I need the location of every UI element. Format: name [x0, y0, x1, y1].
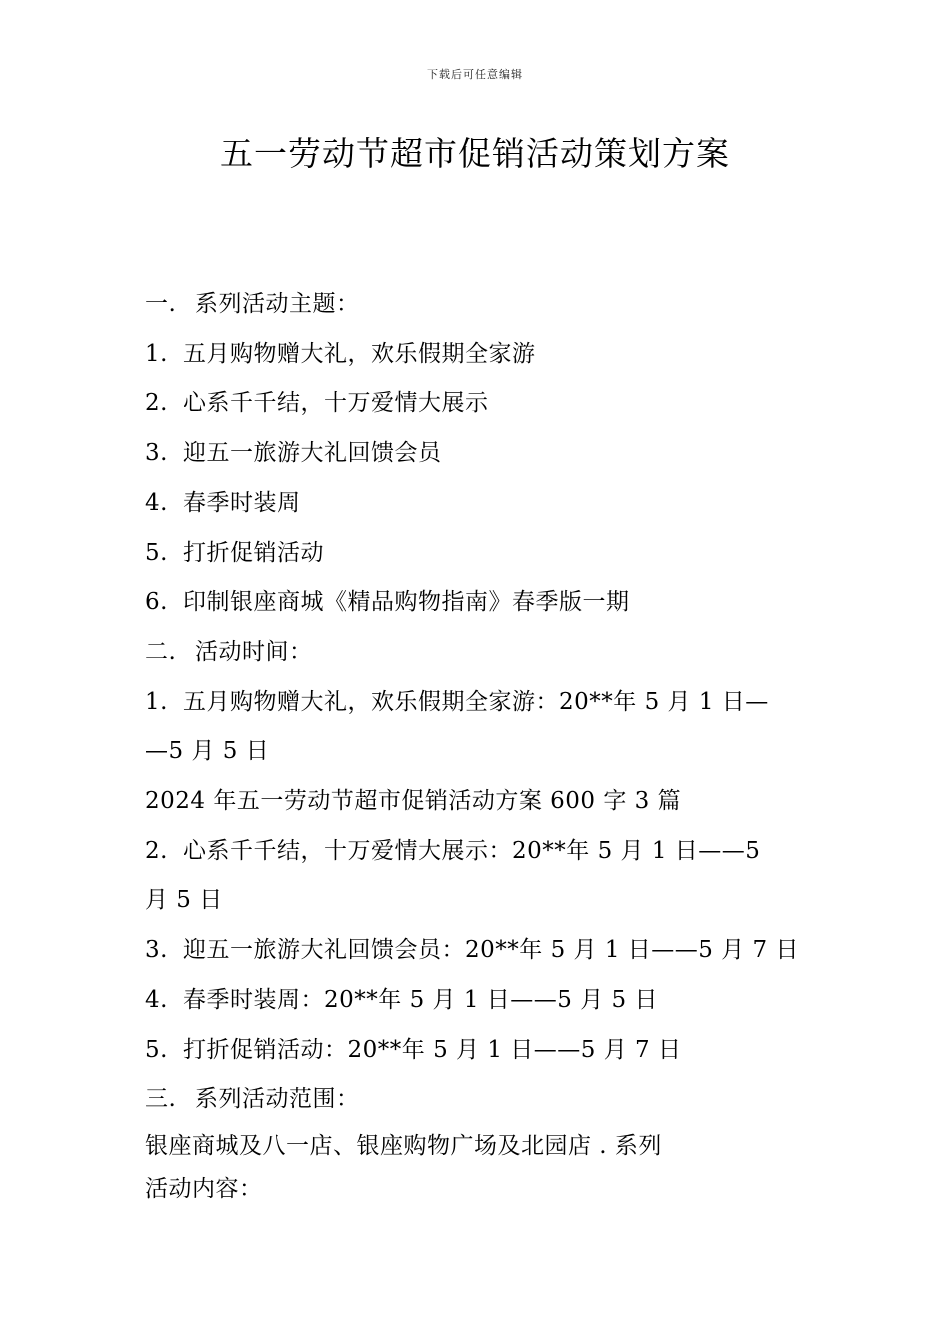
list-item: [145, 578, 815, 628]
list-number: 4.: [145, 986, 168, 1013]
list-item-text: 心系千千结，十万爱情大展示：20**年 5 月 1 日——5: [183, 837, 761, 864]
section-heading-themes: [145, 280, 815, 330]
list-item: [145, 479, 815, 529]
list-item: [145, 926, 815, 976]
list-item: [145, 330, 815, 380]
paragraph-text: 银座商城及八一店、银座购物广场及北园店 . 系列: [145, 1132, 662, 1159]
section-heading-time: [145, 628, 815, 678]
list-item: [145, 529, 815, 579]
list-item: [145, 379, 815, 429]
list-number: 5.: [145, 539, 168, 566]
section-number: 一.: [145, 291, 177, 317]
list-item-text: 春季时装周: [183, 489, 301, 516]
document-body: [145, 280, 815, 1211]
list-number: 2.: [145, 390, 168, 417]
list-item: [145, 678, 815, 728]
section-heading-text: 系列活动主题：: [195, 291, 360, 317]
paragraph-text: 活动内容：: [145, 1175, 263, 1202]
list-item-text: 打折促销活动：20**年 5 月 1 日——5 月 7 日: [183, 1036, 682, 1063]
list-item-text: 迎五一旅游大礼回馈会员：20**年 5 月 1 日——5 月 7 日: [183, 937, 799, 964]
list-item-text: 春季时装周：20**年 5 月 1 日——5 月 5 日: [183, 986, 658, 1013]
section-number: 二.: [145, 638, 177, 665]
list-item-text: 心系千千结，十万爱情大展示: [183, 390, 489, 417]
section-number: 三.: [145, 1086, 177, 1113]
list-number: 3.: [145, 440, 168, 467]
section-heading-text: 活动时间：: [195, 638, 313, 665]
list-item: [145, 429, 815, 479]
inserted-title-line: 2024 年五一劳动节超市促销活动方案 600 字 3 篇: [145, 788, 682, 815]
section-heading-text: 系列活动范围：: [195, 1086, 360, 1113]
header-note: 下载后可任意编辑: [427, 68, 523, 81]
list-item-text: 迎五一旅游大礼回馈会员: [183, 440, 442, 467]
list-number: 3.: [145, 937, 168, 964]
list-item-text: 打折促销活动: [183, 539, 324, 566]
list-item-continuation: —5 月 5 日: [145, 738, 270, 765]
list-number: 1.: [145, 340, 168, 367]
list-item-text: 印制银座商城《精品购物指南》春季版一期: [183, 589, 630, 616]
list-item: [145, 1026, 815, 1076]
section-heading-scope: [145, 1075, 815, 1125]
list-item: [145, 976, 815, 1026]
list-number: 5.: [145, 1036, 168, 1063]
list-number: 6.: [145, 589, 168, 616]
list-number: 2.: [145, 837, 168, 864]
list-item-text: 五月购物赠大礼，欢乐假期全家游: [183, 340, 536, 367]
list-number: 1.: [145, 688, 168, 715]
list-number: 4.: [145, 489, 168, 516]
document-title: 五一劳动节超市促销活动策划方案: [220, 134, 730, 173]
list-item: [145, 827, 815, 877]
list-item-continuation: 月 5 日: [145, 887, 223, 914]
list-item-text: 五月购物赠大礼，欢乐假期全家游：20**年 5 月 1 日—: [183, 688, 769, 715]
